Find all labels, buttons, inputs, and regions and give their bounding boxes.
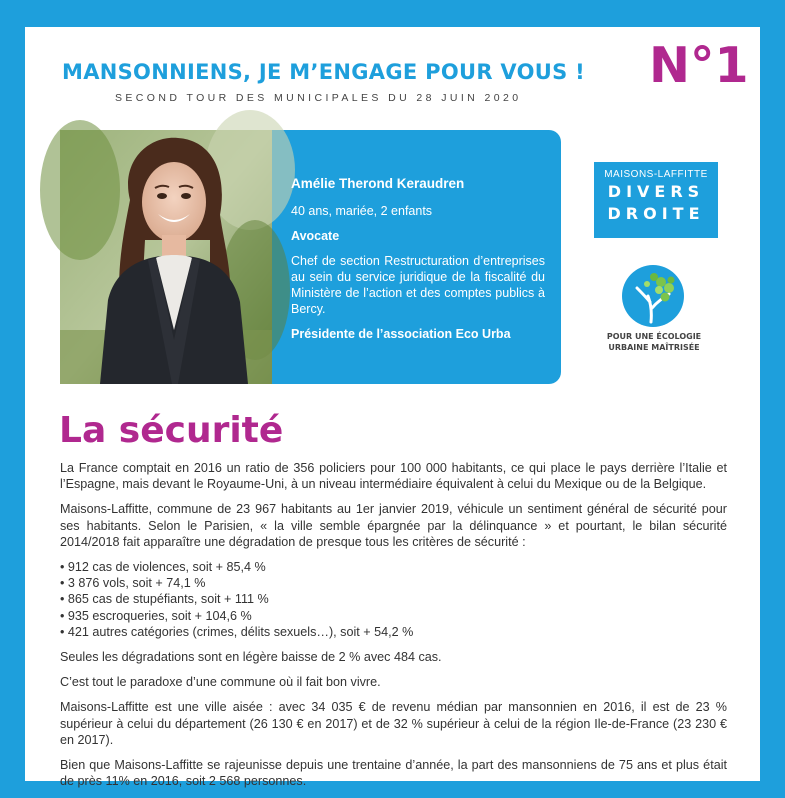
leaflet-page xyxy=(25,27,760,789)
list-item: • 3 876 vols, soit + 74,1 % xyxy=(60,576,206,591)
eco-caption-line2: URBAINE MAÎTRISÉE xyxy=(608,343,700,352)
paragraph-3: Seules les dégradations sont en légère baisse de 2 % avec 484 cas. xyxy=(60,650,442,665)
paragraph-1: La France comptait en 2016 un ratio de 356 policiers pour 100 000 habitants, ce qui place le pays derrière l’Italie et l’Espagne, mais devant le Royaume-Uni, à un niveau intermédiaire équivalent à celui du Mexique ou de la Belgique. xyxy=(60,461,727,492)
list-item: • 912 cas de violences, soit + 85,4 % xyxy=(60,560,266,575)
candidate-position: Chef de section Restructuration d’entreprises au sein du service juridique de la fiscalité du Ministère de l’action et des comptes publics à Bercy. xyxy=(291,254,545,316)
paragraph-5: Maisons-Laffitte est une ville aisée : avec 34 035 € de revenu médian par mansonnien en 2016, il est de 23 % supérieur à celui du département (26 130 € en 2017) et de 32 % supérieur à celui de la région Ile-de-France (23 230 € en 2017). xyxy=(60,700,727,747)
section-title: La sécurité xyxy=(59,410,284,451)
article-body xyxy=(60,460,727,798)
list-label-badge xyxy=(594,162,718,238)
badge-droite: DROITE xyxy=(607,204,705,223)
candidate-photo xyxy=(60,130,272,384)
subheading: SECOND TOUR DES MUNICIPALES DU 28 JUIN 2020 xyxy=(115,92,522,104)
badge-town: MAISONS-LAFFITTE xyxy=(604,169,708,180)
paragraph-6: Bien que Maisons-Laffitte se rajeunisse depuis une trentaine d’année, la part des mansonniens de 75 ans et plus était de près 11% en 2016, soit 2 568 personnes. xyxy=(60,758,727,789)
issue-number: N°1 xyxy=(649,37,749,94)
statistics-list xyxy=(60,559,727,640)
candidate-profile-card xyxy=(60,130,561,384)
candidate-association: Présidente de l’association Eco Urba xyxy=(291,327,511,341)
eco-caption-line1: POUR UNE ÉCOLOGIE xyxy=(606,332,702,341)
list-item: • 935 escroqueries, soit + 104,6 % xyxy=(60,608,252,623)
paragraph-2: Maisons-Laffitte, commune de 23 967 habitants au 1er janvier 2019, véhicule un sentiment général de sécurité pour ses habitants. Selon le Parisien, « la ville semble épargnée par la délinquance » et pourtant, le bilan sécurité 2014/2018 fait apparaître une dégradation de presque tous les critères de sécurité : xyxy=(60,502,727,549)
list-item: • 421 autres catégories (crimes, délits sexuels…), soit + 54,2 % xyxy=(60,624,414,639)
paragraph-4: C’est tout le paradoxe d’une commune où il fait bon vivre. xyxy=(60,675,381,690)
badge-divers: DIVERS xyxy=(607,182,705,201)
headline: MANSONNIENS, JE M’ENGAGE POUR VOUS ! xyxy=(62,60,586,84)
eco-logo-caption xyxy=(592,331,716,353)
candidate-bio xyxy=(291,176,545,351)
candidate-name: Amélie Therond Keraudren xyxy=(291,176,465,191)
candidate-profession: Avocate xyxy=(291,229,340,243)
candidate-details: 40 ans, mariée, 2 enfants xyxy=(291,204,433,218)
list-item: • 865 cas de stupéfiants, soit + 111 % xyxy=(60,592,269,607)
tree-logo-icon xyxy=(621,264,685,328)
